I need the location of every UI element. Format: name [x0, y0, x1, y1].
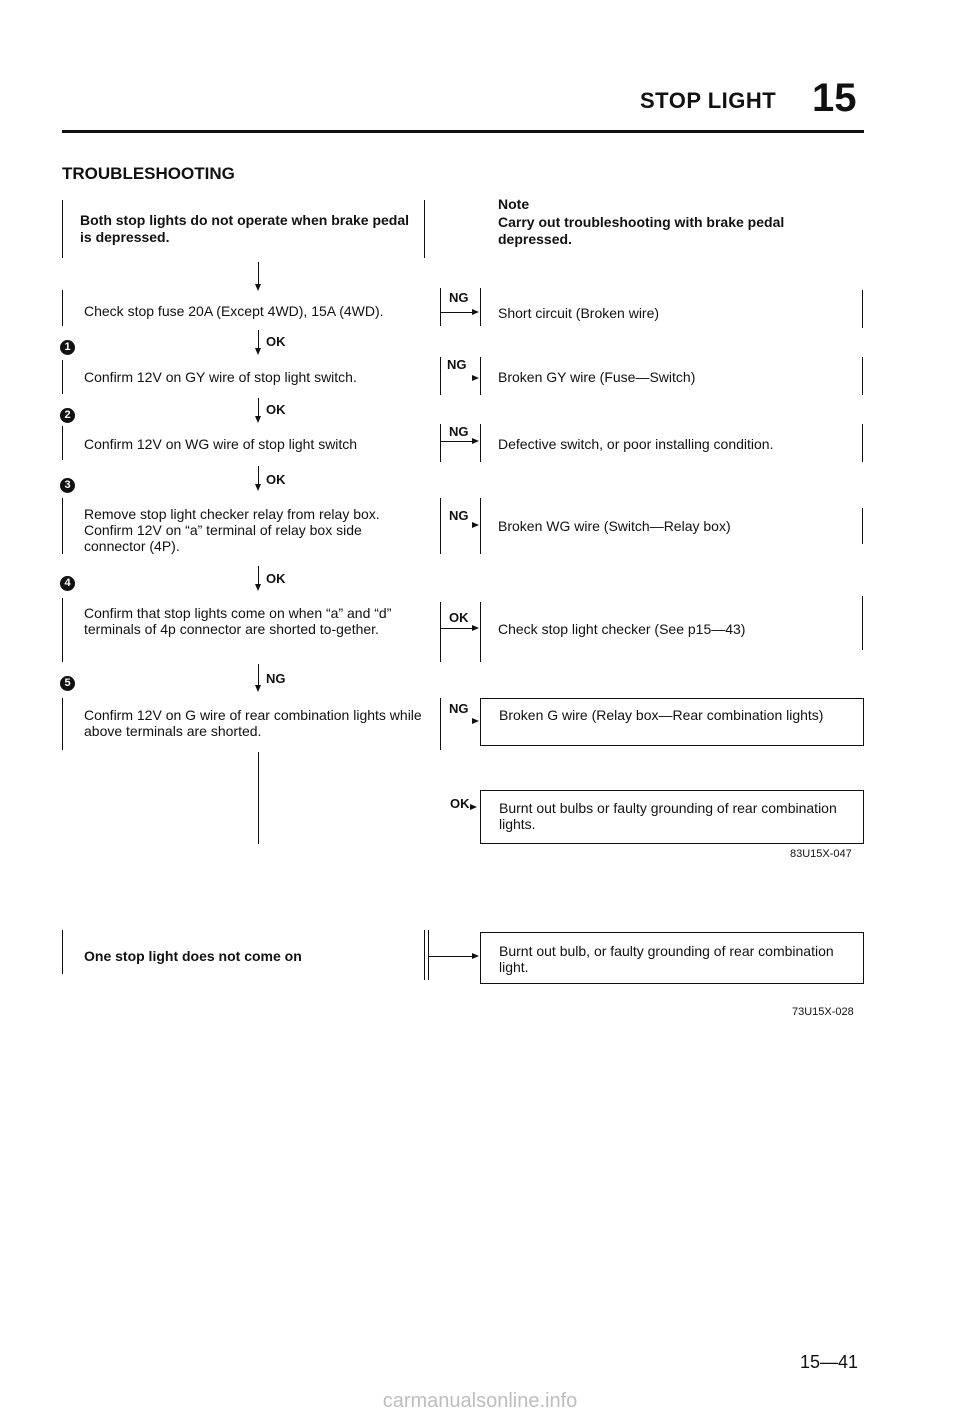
flow-line: [258, 752, 259, 844]
step-text: Remove stop light checker relay from relay box. Confirm 12V on “a” terminal of relay box side connector (4P).: [84, 506, 380, 554]
arrow-right-icon: [472, 438, 479, 444]
section-title: TROUBLESHOOTING: [62, 164, 235, 183]
result-text: Defective switch, or poor installing condition.: [498, 436, 774, 452]
arrow-right-icon: [472, 375, 479, 381]
flow-line: [480, 288, 481, 326]
flow-line: [480, 602, 481, 662]
ng-label: NG: [449, 508, 469, 523]
step-bracket: [62, 698, 63, 750]
watermark: carmanualsonline.info: [382, 1390, 578, 1412]
ok-label: OK: [266, 402, 286, 417]
chapter-number: 15: [812, 76, 857, 120]
step-text: Confirm 12V on GY wire of stop light switch.: [84, 369, 357, 385]
symptom-bracket: [62, 930, 63, 974]
arrow-down-icon: [255, 416, 261, 423]
header-rule: [62, 130, 864, 133]
step-number-badge: 1: [60, 340, 75, 355]
ng-label: NG: [449, 290, 469, 305]
step-text: Confirm 12V on WG wire of stop light switch: [84, 436, 358, 452]
arrow-down-icon: [255, 584, 261, 591]
symptom-title: Both stop lights do not operate when brake pedal is depressed.: [80, 212, 410, 245]
result-text: Check stop light checker (See p15—43): [498, 621, 746, 637]
step-number-badge: 2: [60, 408, 75, 423]
result-text: Burnt out bulbs or faulty grounding of rear combination lights.: [499, 800, 837, 832]
ok-label: OK: [266, 472, 286, 487]
flow-line: [440, 288, 441, 326]
arrow-right-icon: [470, 804, 477, 810]
figure-code: 83U15X-047: [790, 848, 852, 860]
arrow-right-icon: [472, 522, 479, 528]
flow-line: [480, 498, 481, 554]
flow-line: [440, 357, 441, 395]
flow-line: [424, 930, 425, 980]
flow-line: [440, 498, 441, 554]
step-text: Confirm that stop lights come on when “a” and “d” terminals of 4p connector are shorted to-gether.: [84, 605, 392, 637]
flow-line: [258, 262, 259, 286]
ok-label: OK: [266, 334, 286, 349]
arrow-right-icon: [472, 309, 479, 315]
flow-line: [440, 441, 474, 442]
result-text: Broken G wire (Relay box—Rear combination lights): [499, 707, 824, 723]
result-box: [480, 932, 864, 984]
flow-line: [440, 312, 474, 313]
ng-label: NG: [266, 671, 286, 686]
step-text: Check stop fuse 20A (Except 4WD), 15A (4WD).: [84, 303, 384, 319]
result-bracket: [862, 508, 863, 544]
page-number: 15—41: [800, 1352, 859, 1372]
flow-line: [440, 698, 441, 750]
flow-line: [258, 398, 259, 418]
result-box: [480, 790, 864, 844]
result-bracket: [862, 290, 863, 328]
note-text: Carry out troubleshooting with brake pedal depressed.: [498, 214, 785, 247]
arrow-down-icon: [255, 348, 261, 355]
step-bracket: [62, 498, 63, 554]
symptom-bracket: [62, 200, 63, 258]
flow-line: [258, 466, 259, 486]
flow-line: [258, 330, 259, 350]
flow-line: [440, 424, 441, 462]
flow-line: [258, 566, 259, 586]
arrow-right-icon: [472, 718, 479, 724]
ok-result-label: OK: [449, 610, 469, 625]
arrow-down-icon: [255, 484, 261, 491]
result-box: [480, 698, 864, 746]
ok-label: OK: [266, 571, 286, 586]
result-bracket: [862, 357, 863, 395]
note-label: Note: [498, 196, 530, 212]
result-text: Burnt out bulb, or faulty grounding of rear combination light.: [499, 943, 834, 975]
figure-code: 73U15X-028: [792, 1006, 854, 1018]
flow-line: [258, 664, 259, 686]
ng-label: NG: [449, 701, 469, 716]
arrow-down-icon: [255, 284, 261, 291]
step-number-badge: 5: [60, 676, 75, 691]
flow-line: [428, 930, 429, 980]
flow-line: [440, 602, 441, 662]
step-number-badge: 4: [60, 576, 75, 591]
ok-result-label: OK: [450, 796, 470, 811]
step-bracket: [62, 598, 63, 662]
ng-label: NG: [449, 424, 469, 439]
page-header-title: STOP LIGHT: [640, 88, 777, 113]
flow-line: [440, 628, 474, 629]
step-bracket: [62, 426, 63, 460]
result-bracket: [862, 596, 863, 650]
result-text: Broken GY wire (Fuse—Switch): [498, 369, 696, 385]
step-bracket: [62, 360, 63, 394]
result-text: Short circuit (Broken wire): [498, 305, 660, 321]
step-text: Confirm 12V on G wire of rear combination lights while above terminals are shorted.: [84, 707, 422, 739]
note-bracket: [424, 200, 425, 258]
flow-line: [480, 357, 481, 395]
arrow-right-icon: [472, 953, 479, 959]
flow-line: [428, 956, 472, 957]
step-number-badge: 3: [60, 478, 75, 493]
symptom-title: One stop light does not come on: [84, 948, 302, 964]
step-bracket: [62, 290, 63, 326]
result-bracket: [862, 424, 863, 462]
arrow-right-icon: [472, 625, 479, 631]
ng-label: NG: [447, 357, 467, 372]
result-text: Broken WG wire (Switch—Relay box): [498, 518, 731, 534]
arrow-down-icon: [255, 685, 261, 692]
flow-line: [480, 424, 481, 462]
